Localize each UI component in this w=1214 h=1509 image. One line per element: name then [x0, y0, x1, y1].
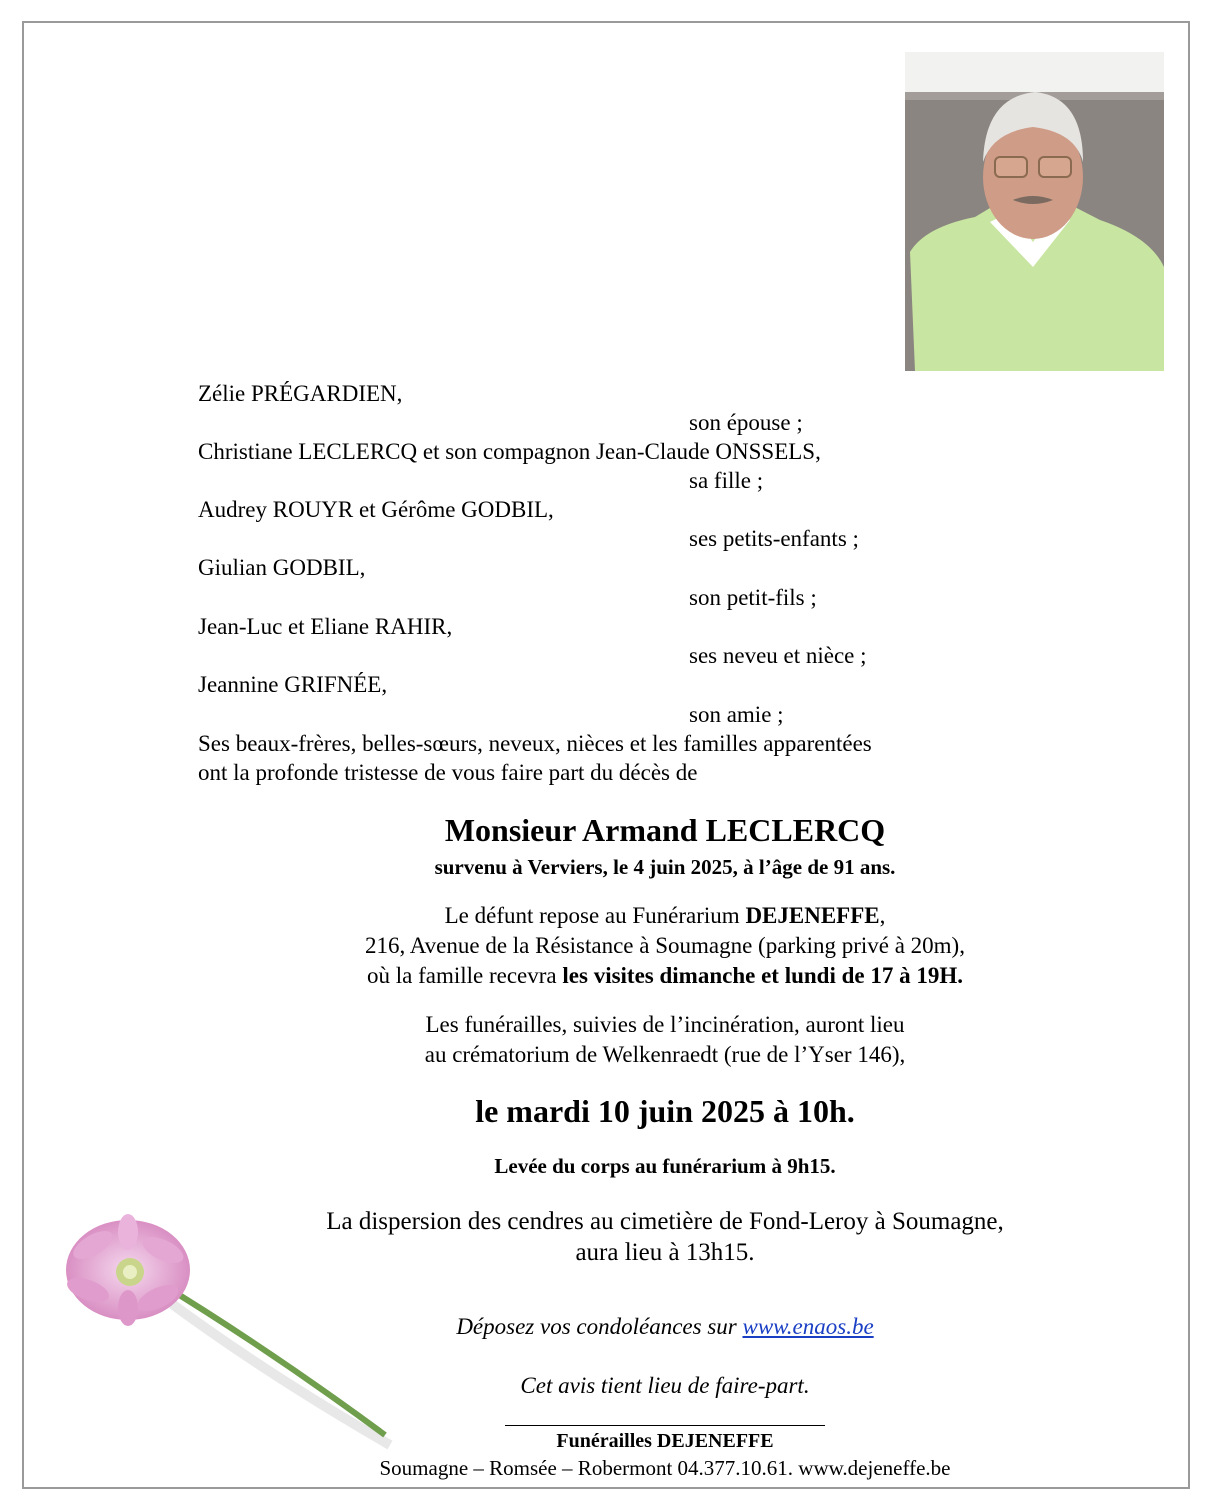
deceased-name: Monsieur Armand LECLERCQ — [444, 812, 886, 848]
levee-du-corps: Levée du corps au funérarium à 9h15. — [494, 1154, 836, 1178]
intro-line-2: ont la profonde tristesse de vous faire part du décès de — [198, 760, 698, 785]
funeral-line-2: au crématorium de Welkenraedt (rue de l’Yser 146), — [424, 1042, 906, 1067]
family-relation-6: son amie ; — [689, 702, 784, 727]
flower-icon — [40, 1200, 420, 1470]
family-name-4: Giulian GODBIL, — [198, 555, 366, 580]
rest-line-3-text: où la famille recevra — [367, 963, 563, 988]
intro-line-1: Ses beaux-frères, belles-sœurs, neveux, nièces et les familles apparentées — [198, 731, 872, 756]
family-name-3: Audrey ROUYR et Gérôme GODBIL, — [198, 497, 554, 522]
family-relation-4: son petit-fils ; — [689, 585, 817, 610]
funeral-line-1: Les funérailles, suivies de l’incinération, auront lieu — [425, 1012, 905, 1037]
dispersion-line-1: La dispersion des cendres au cimetière de Fond-Leroy à Soumagne, — [326, 1208, 1004, 1235]
portrait-photo — [905, 52, 1164, 371]
family-name-5: Jean-Luc et Eliane RAHIR, — [198, 614, 453, 639]
family-relation-1: son épouse ; — [689, 410, 803, 435]
family-name-2: Christiane LECLERCQ et son compagnon Jean-Claude ONSSELS, — [198, 439, 821, 464]
rest-line-1 — [200, 902, 1130, 929]
footer-company: Funérailles DEJENEFFE — [556, 1430, 774, 1452]
funeral-date: le mardi 10 juin 2025 à 10h. — [475, 1093, 855, 1129]
dispersion-line-2: aura lieu à 13h15. — [575, 1239, 755, 1266]
footer-address: Soumagne – Romsée – Robermont 04.377.10.61. www.dejeneffe.be — [379, 1456, 951, 1480]
family-name-1: Zélie PRÉGARDIEN, — [198, 381, 403, 406]
condolences-text: Déposez vos condoléances sur — [456, 1314, 743, 1339]
rest-line-1-comma: , — [879, 903, 886, 928]
family-relation-3: ses petits-enfants ; — [689, 526, 859, 551]
footer-divider — [505, 1425, 825, 1426]
rest-line-1-text: Le défunt repose au Funérarium — [444, 903, 746, 928]
faire-part-notice: Cet avis tient lieu de faire-part. — [520, 1373, 810, 1398]
condolences-link[interactable]: www.enaos.be — [742, 1314, 874, 1339]
family-relation-5: ses neveu et nièce ; — [689, 643, 867, 668]
deceased-details: survenu à Verviers, le 4 juin 2025, à l’âge de 91 ans. — [434, 855, 896, 879]
rest-line-3 — [200, 962, 1130, 989]
rest-line-2: 216, Avenue de la Résistance à Soumagne (parking privé à 20m), — [365, 933, 965, 958]
visit-hours: les visites dimanche et lundi de 17 à 19H. — [562, 963, 963, 988]
family-relation-2: sa fille ; — [689, 468, 764, 493]
funerarium-name: DEJENEFFE — [745, 903, 880, 928]
family-name-6: Jeannine GRIFNÉE, — [198, 672, 388, 697]
